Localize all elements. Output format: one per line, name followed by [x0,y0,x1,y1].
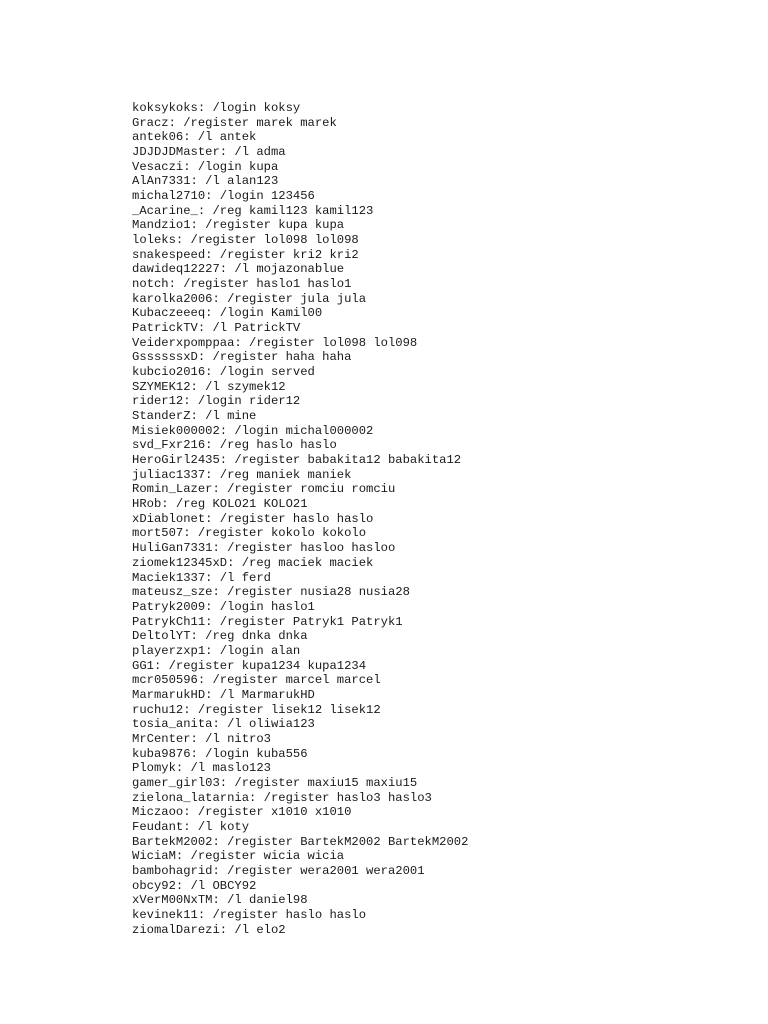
log-line: Patryk2009: /login haslo1 [132,599,315,614]
log-line: Plomyk: /l maslo123 [132,761,271,776]
log-line: PatrykCh11: /register Patryk1 Patryk1 [132,614,403,629]
log-line: PatrickTV: /l PatrickTV [132,321,301,336]
log-line: ruchu12: /register lisek12 lisek12 [132,702,381,717]
log-line: mort507: /register kokolo kokolo [132,526,367,541]
log-line: _Acarine_: /reg kamil123 kamil123 [132,203,374,218]
log-line: Vesaczi: /login kupa [132,159,279,174]
log-line: karolka2006: /register jula jula [132,291,367,306]
login-log-list [132,101,468,937]
log-line: koksykoks: /login koksy [132,101,301,115]
log-line: kevinek11: /register haslo haslo [132,907,367,922]
log-line: StanderZ: /l mine [132,409,257,424]
log-line: kuba9876: /login kuba556 [132,746,308,761]
log-line: michal2710: /login 123456 [132,189,315,204]
log-line: DeltolYT: /reg dnka dnka [132,629,308,644]
log-line: rider12: /login rider12 [132,394,301,409]
log-line: bambohagrid: /register wera2001 wera2001 [132,863,425,878]
log-line: Romin_Lazer: /register romciu romciu [132,482,396,497]
log-line: notch: /register haslo1 haslo1 [132,277,352,292]
log-line: mcr050596: /register marcel marcel [132,673,381,688]
log-line: zielona_latarnia: /register haslo3 haslo3 [132,790,432,805]
log-line: WiciaM: /register wicia wicia [132,849,345,864]
log-line: GssssssxD: /register haha haha [132,350,352,365]
log-line: HeroGirl2435: /register babakita12 babakita12 [132,453,462,468]
log-line: ziomalDarezi: /l elo2 [132,922,286,937]
log-line: gamer_girl03: /register maxiu15 maxiu15 [132,775,418,790]
log-line: SZYMEK12: /l szymek12 [132,379,286,394]
log-line: playerzxp1: /login alan [132,643,301,658]
log-line: Feudant: /l koty [132,819,250,834]
log-line: Mandzio1: /register kupa kupa [132,218,345,233]
log-line: JDJDJDMaster: /l adma [132,145,286,160]
log-line: xDiablonet: /register haslo haslo [132,511,374,526]
log-line: AlAn7331: /l alan123 [132,174,279,189]
log-line: loleks: /register lol098 lol098 [132,233,359,248]
log-line: MrCenter: /l nitro3 [132,731,271,746]
log-line: Misiek000002: /login michal000002 [132,423,374,438]
log-line: mateusz_sze: /register nusia28 nusia28 [132,585,410,600]
log-line: MarmarukHD: /l MarmarukHD [132,687,315,702]
log-line: juliac1337: /reg maniek maniek [132,467,352,482]
log-line: Maciek1337: /l ferd [132,570,271,585]
log-line: xVerM00NxTM: /l daniel98 [132,893,308,908]
log-line: tosia_anita: /l oliwia123 [132,717,315,732]
log-line: dawideq12227: /l mojazonablue [132,262,345,277]
log-line: HuliGan7331: /register hasloo hasloo [132,541,396,556]
log-line: Kubaczeeeq: /login Kamil00 [132,306,323,321]
log-line: GG1: /register kupa1234 kupa1234 [132,658,367,673]
log-line: BartekM2002: /register BartekM2002 BartekM2002 [132,834,469,849]
log-line: antek06: /l antek [132,130,257,145]
log-line: Miczaoo: /register x1010 x1010 [132,805,352,820]
log-line: snakespeed: /register kri2 kri2 [132,247,359,262]
log-line: ziomek12345xD: /reg maciek maciek [132,555,374,570]
log-line: kubcio2016: /login served [132,365,315,380]
log-line: obcy92: /l OBCY92 [132,878,257,893]
log-line: Veiderxpomppaa: /register lol098 lol098 [132,335,418,350]
log-line: svd_Fxr216: /reg haslo haslo [132,438,337,453]
log-line: Gracz: /register marek marek [132,115,337,130]
log-line: HRob: /reg KOLO21 KOLO21 [132,497,308,512]
